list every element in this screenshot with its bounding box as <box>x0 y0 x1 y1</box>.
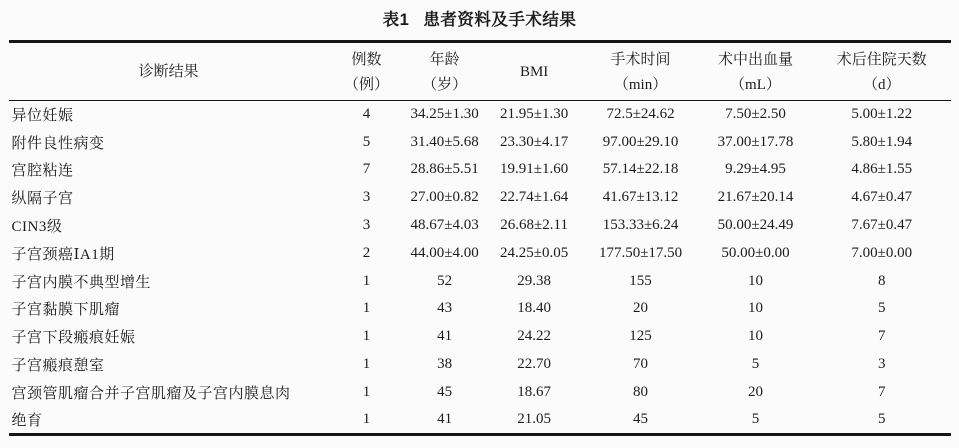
age-cell: 41 <box>437 410 453 427</box>
hospital-stay-cell: 5 <box>877 410 886 427</box>
table-row <box>9 406 951 434</box>
cases-cell: 1 <box>362 410 371 427</box>
age-cell: 27.00±0.82 <box>410 189 479 206</box>
bmi-cell: 26.68±2.11 <box>500 217 568 234</box>
bmi-cell: 24.22 <box>517 328 551 345</box>
operation-time-cell: 153.33±6.24 <box>602 217 679 234</box>
hospital-stay-cell: 3 <box>877 356 886 373</box>
blood-loss-cell: 50.00±24.49 <box>717 217 794 234</box>
diagnosis-cell: 子宫颈癌ⅠA1期 <box>11 246 115 263</box>
header-row <box>9 42 951 101</box>
diagnosis-cell: 附件良性病变 <box>11 135 105 152</box>
age-cell: 28.86±5.51 <box>410 161 479 178</box>
column-header-hospital-stay: 术后住院天数 （d） <box>813 42 951 101</box>
cases-cell: 2 <box>362 244 371 261</box>
cases-cell: 1 <box>362 356 371 373</box>
hospital-stay-cell: 5.00±1.22 <box>851 106 913 123</box>
operation-time-cell: 41.67±13.12 <box>602 189 679 206</box>
diagnosis-cell: 子宫内膜不典型增生 <box>11 274 152 291</box>
table-row <box>9 128 951 156</box>
table-number: 表1 <box>382 11 410 29</box>
hospital-stay-cell: 5 <box>877 300 886 317</box>
diagnosis-cell: CIN3级 <box>11 219 63 236</box>
blood-loss-cell: 5 <box>751 410 760 427</box>
operation-time-cell: 45 <box>633 410 649 427</box>
age-cell: 44.00±4.00 <box>410 244 479 261</box>
diagnosis-cell: 子宫黏膜下肌瘤 <box>11 302 121 319</box>
cases-cell: 4 <box>362 106 371 123</box>
table-row <box>9 156 951 184</box>
table-row <box>9 212 951 240</box>
operation-time-cell: 155 <box>629 272 652 289</box>
cases-cell: 5 <box>362 133 371 150</box>
age-cell: 43 <box>437 300 453 317</box>
table-row <box>9 323 951 351</box>
table-row <box>9 378 951 406</box>
operation-time-cell: 97.00±29.10 <box>602 133 679 150</box>
blood-loss-cell: 50.00±0.00 <box>721 244 790 261</box>
cases-cell: 1 <box>362 383 371 400</box>
bmi-cell: 18.67 <box>517 383 551 400</box>
bmi-cell: 18.40 <box>517 300 551 317</box>
table-row <box>9 295 951 323</box>
bmi-cell: 22.70 <box>517 356 551 373</box>
bmi-cell: 24.25±0.05 <box>500 244 569 261</box>
age-cell: 34.25±1.30 <box>410 106 479 123</box>
column-header-cases: 例数 （例） <box>329 42 404 101</box>
age-cell: 48.67±4.03 <box>410 217 479 234</box>
diagnosis-cell: 绝育 <box>11 412 43 429</box>
hospital-stay-cell: 4.86±1.55 <box>851 161 913 178</box>
operation-time-cell: 125 <box>629 328 652 345</box>
operation-time-cell: 177.50±17.50 <box>598 244 683 261</box>
age-cell: 41 <box>437 328 453 345</box>
operation-time-cell: 72.5±24.62 <box>606 106 675 123</box>
blood-loss-cell: 10 <box>747 328 763 345</box>
table-row <box>9 351 951 379</box>
column-header-diagnosis: 诊断结果 <box>9 42 329 101</box>
hospital-stay-cell: 8 <box>877 272 886 289</box>
blood-loss-cell: 21.67±20.14 <box>717 189 794 206</box>
operation-time-cell: 80 <box>633 383 649 400</box>
cases-cell: 1 <box>362 272 371 289</box>
age-cell: 31.40±5.68 <box>410 133 479 150</box>
cases-cell: 3 <box>362 189 371 206</box>
hospital-stay-cell: 4.67±0.47 <box>851 189 913 206</box>
bmi-cell: 23.30±4.17 <box>500 133 569 150</box>
bmi-cell: 19.91±1.60 <box>500 161 569 178</box>
table-row <box>9 184 951 212</box>
diagnosis-cell: 子宫下段瘢痕妊娠 <box>11 330 136 347</box>
diagnosis-cell: 子宫瘢痕憩室 <box>11 358 105 375</box>
blood-loss-cell: 5 <box>751 356 760 373</box>
age-cell: 45 <box>437 383 453 400</box>
blood-loss-cell: 9.29±4.95 <box>725 161 786 178</box>
cases-cell: 1 <box>362 300 371 317</box>
blood-loss-cell: 10 <box>747 272 763 289</box>
bmi-cell: 21.95±1.30 <box>500 106 569 123</box>
hospital-stay-cell: 7 <box>877 328 886 345</box>
cases-cell: 1 <box>362 328 371 345</box>
table-row <box>9 101 951 129</box>
diagnosis-cell: 纵隔子宫 <box>11 191 74 208</box>
column-header-age: 年龄 （岁） <box>404 42 485 101</box>
table-caption: 患者资料及手术结果 <box>423 11 577 29</box>
operation-time-cell: 57.14±22.18 <box>602 161 679 178</box>
hospital-stay-cell: 7.00±0.00 <box>851 244 913 261</box>
table-title <box>0 7 959 33</box>
operation-time-cell: 20 <box>633 300 649 317</box>
diagnosis-cell: 宫颈管肌瘤合并子宫肌瘤及子宫内膜息肉 <box>11 385 291 402</box>
cases-cell: 7 <box>362 161 371 178</box>
table-row <box>9 239 951 267</box>
table-body <box>9 101 951 435</box>
blood-loss-cell: 20 <box>747 383 763 400</box>
column-header-operation-time: 手术时间 （min） <box>583 42 698 101</box>
diagnosis-cell: 异位妊娠 <box>11 108 74 125</box>
patient-data-table <box>9 40 951 436</box>
blood-loss-cell: 10 <box>747 300 763 317</box>
cases-cell: 3 <box>362 217 371 234</box>
hospital-stay-cell: 5.80±1.94 <box>851 133 913 150</box>
column-header-bmi: BMI <box>485 42 583 101</box>
diagnosis-cell: 宫腔粘连 <box>11 163 74 180</box>
blood-loss-cell: 37.00±17.78 <box>717 133 794 150</box>
bmi-cell: 22.74±1.64 <box>500 189 569 206</box>
table-row <box>9 267 951 295</box>
table-header <box>9 42 951 101</box>
bmi-cell: 21.05 <box>517 410 551 427</box>
operation-time-cell: 70 <box>633 356 649 373</box>
column-header-blood-loss: 术中出血量 （mL） <box>698 42 813 101</box>
blood-loss-cell: 7.50±2.50 <box>725 106 786 123</box>
bmi-cell: 29.38 <box>517 272 551 289</box>
hospital-stay-cell: 7.67±0.47 <box>851 217 913 234</box>
age-cell: 38 <box>437 356 453 373</box>
hospital-stay-cell: 7 <box>877 383 886 400</box>
age-cell: 52 <box>437 272 453 289</box>
